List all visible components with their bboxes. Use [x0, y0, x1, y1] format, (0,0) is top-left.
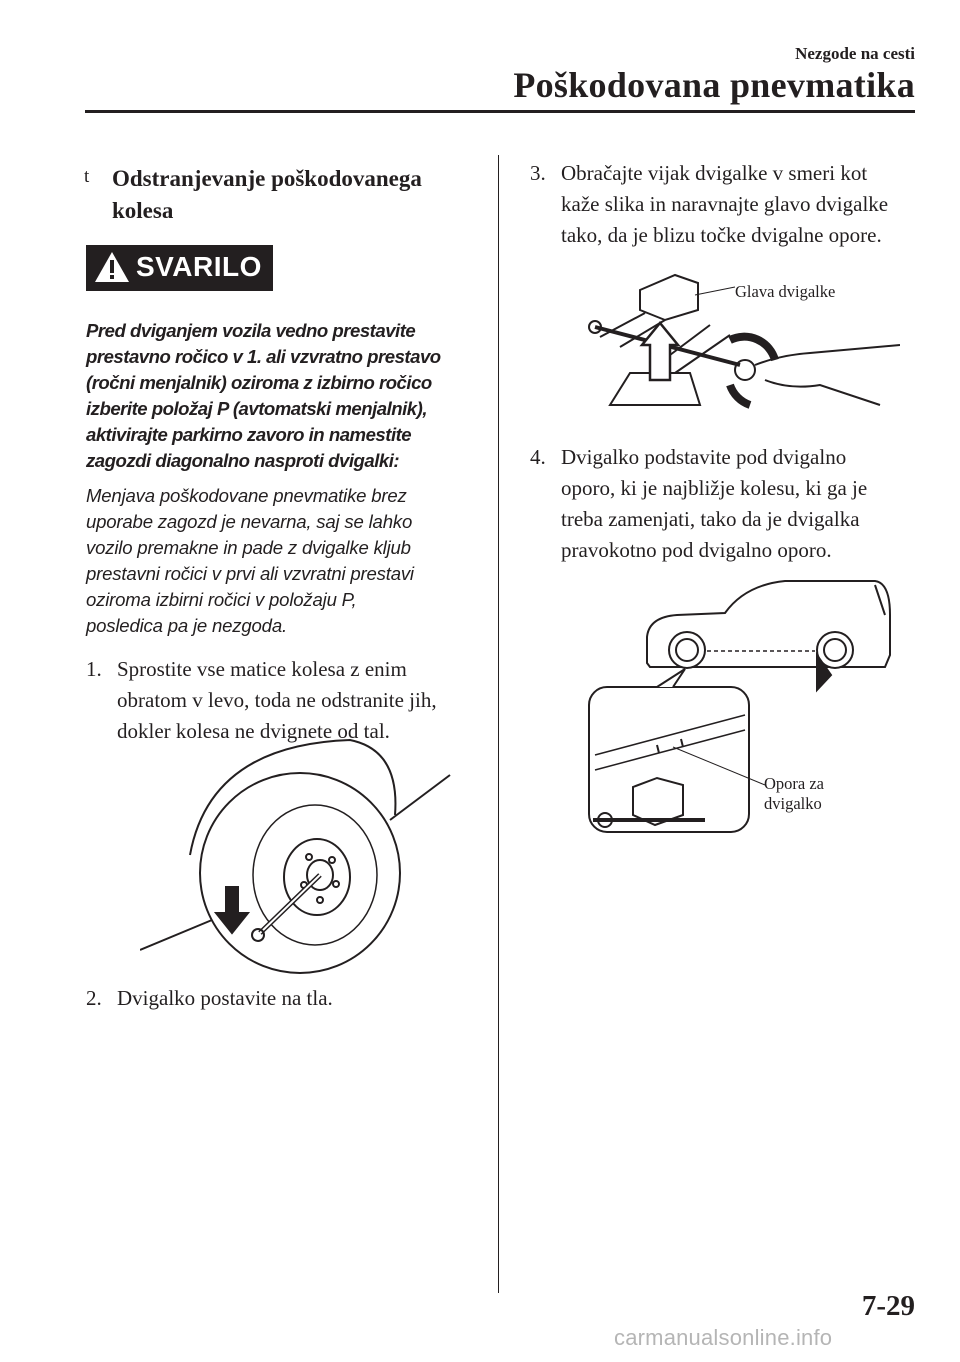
- warning-triangle-icon: [94, 251, 130, 283]
- step-line: oporo, ki je najbližje kolesu, ki ga je: [561, 476, 868, 500]
- jack-head: [640, 275, 698, 320]
- warning-bold-line: (ročni menjalnik) oziroma z izbirno ročico: [86, 372, 432, 393]
- rotate-arrow-icon: [730, 337, 775, 360]
- step-line: Obračajte vijak dvigalke v smeri kot: [561, 161, 868, 185]
- sill-edge: [595, 715, 745, 770]
- section-bullet: t: [84, 166, 90, 187]
- down-arrow-icon: [216, 887, 248, 933]
- step-number: 1.: [86, 657, 102, 681]
- lug-nut: [317, 897, 323, 903]
- step-line: Sprostite vse matice kolesa z enim: [117, 657, 407, 681]
- warning-body-line: uporabe zagozd je nevarna, saj se lahko: [86, 511, 413, 532]
- car-rear-window: [875, 585, 885, 615]
- header-rule: [85, 110, 915, 113]
- lug-nut: [306, 854, 312, 860]
- section-heading: Odstranjevanje poškodovanega kolesa: [112, 166, 422, 223]
- jack-support-label-line: dvigalko: [764, 794, 822, 813]
- step-line: Dvigalko postavite na tla.: [117, 986, 333, 1010]
- warning-body-line: vozilo premakne in pade z dvigalke kljub: [86, 537, 411, 558]
- inset-pointer: [657, 669, 685, 687]
- warning-body-line: posledica pa je nezgoda.: [86, 615, 287, 636]
- step-line: pravokotno pod dvigalno oporo.: [561, 538, 832, 562]
- step-3: [530, 158, 920, 268]
- page-number: 7-29: [861, 1290, 915, 1322]
- step-line: obratom v levo, toda ne odstranite jih,: [117, 688, 437, 712]
- step-line: Dvigalko podstavite pod dvigalno: [561, 445, 847, 469]
- wrench-end: [252, 929, 264, 941]
- chapter-title: Nezgode na cesti: [795, 44, 915, 63]
- step-number: 4.: [530, 445, 546, 469]
- warning-bold-line: prestavno ročico v 1. ali vzvratno prestavo: [86, 346, 441, 367]
- warning-bold-line: aktivirajte parkirno zavoro in namestite: [86, 424, 412, 445]
- warning-body-text: [86, 483, 486, 639]
- detail-inset: [589, 687, 749, 832]
- lug-nut: [329, 857, 335, 863]
- warning-body-line: Menjava poškodovane pnevmatike brez: [86, 485, 407, 506]
- rotate-arrow-icon: [730, 385, 750, 405]
- warning-bold-line: zagozdi diagonalno nasproti dvigalki:: [86, 450, 400, 471]
- callout-leader: [673, 747, 765, 785]
- warning-badge: [86, 245, 273, 291]
- jack-support-label-line: Opora za: [764, 774, 825, 793]
- warning-body-line: prestavni ročici v prvi ali vzvratni prestavi: [86, 563, 414, 584]
- warning-label: SVARILO: [136, 251, 262, 282]
- jack-support-label: [764, 774, 824, 814]
- body-line: [390, 775, 450, 820]
- step-2: [86, 983, 486, 1023]
- warning-bold-text: [86, 318, 486, 474]
- step-line: dokler kolesa ne dvignete od tal.: [117, 719, 390, 743]
- step-number: 3.: [530, 161, 546, 185]
- warning-bold-line: Pred dviganjem vozila vedno prestavite: [86, 320, 416, 341]
- page-title: Poškodovana pnevmatika: [513, 65, 915, 105]
- jack-head-detail: [633, 778, 683, 825]
- jack-point-illustration: [585, 575, 915, 840]
- callout-leader: [695, 287, 735, 295]
- support-notch: [657, 739, 683, 753]
- step-line: kaže slika in naravnajte glavo dvigalke: [561, 192, 889, 216]
- handle-joint: [735, 360, 755, 380]
- jack-head-label: Glava dvigalke: [735, 282, 836, 301]
- step-4: [530, 442, 920, 582]
- front-wheel: [669, 632, 705, 668]
- warning-bold-line: izberite položaj P (avtomatski menjalnik),: [86, 398, 427, 419]
- column-divider: [498, 155, 499, 1293]
- step-line: tako, da je blizu točke dvigalne opore.: [561, 223, 882, 247]
- warning-body-line: oziroma izbirni ročici v položaju P,: [86, 589, 357, 610]
- step-line: treba zamenjati, tako da je dvigalka: [561, 507, 860, 531]
- lug-nut: [333, 881, 339, 887]
- ground-line: [140, 920, 212, 950]
- watermark: carmanualsonline.info: [614, 1325, 833, 1350]
- wheel-nut-illustration: [140, 735, 460, 975]
- step-number: 2.: [86, 986, 102, 1010]
